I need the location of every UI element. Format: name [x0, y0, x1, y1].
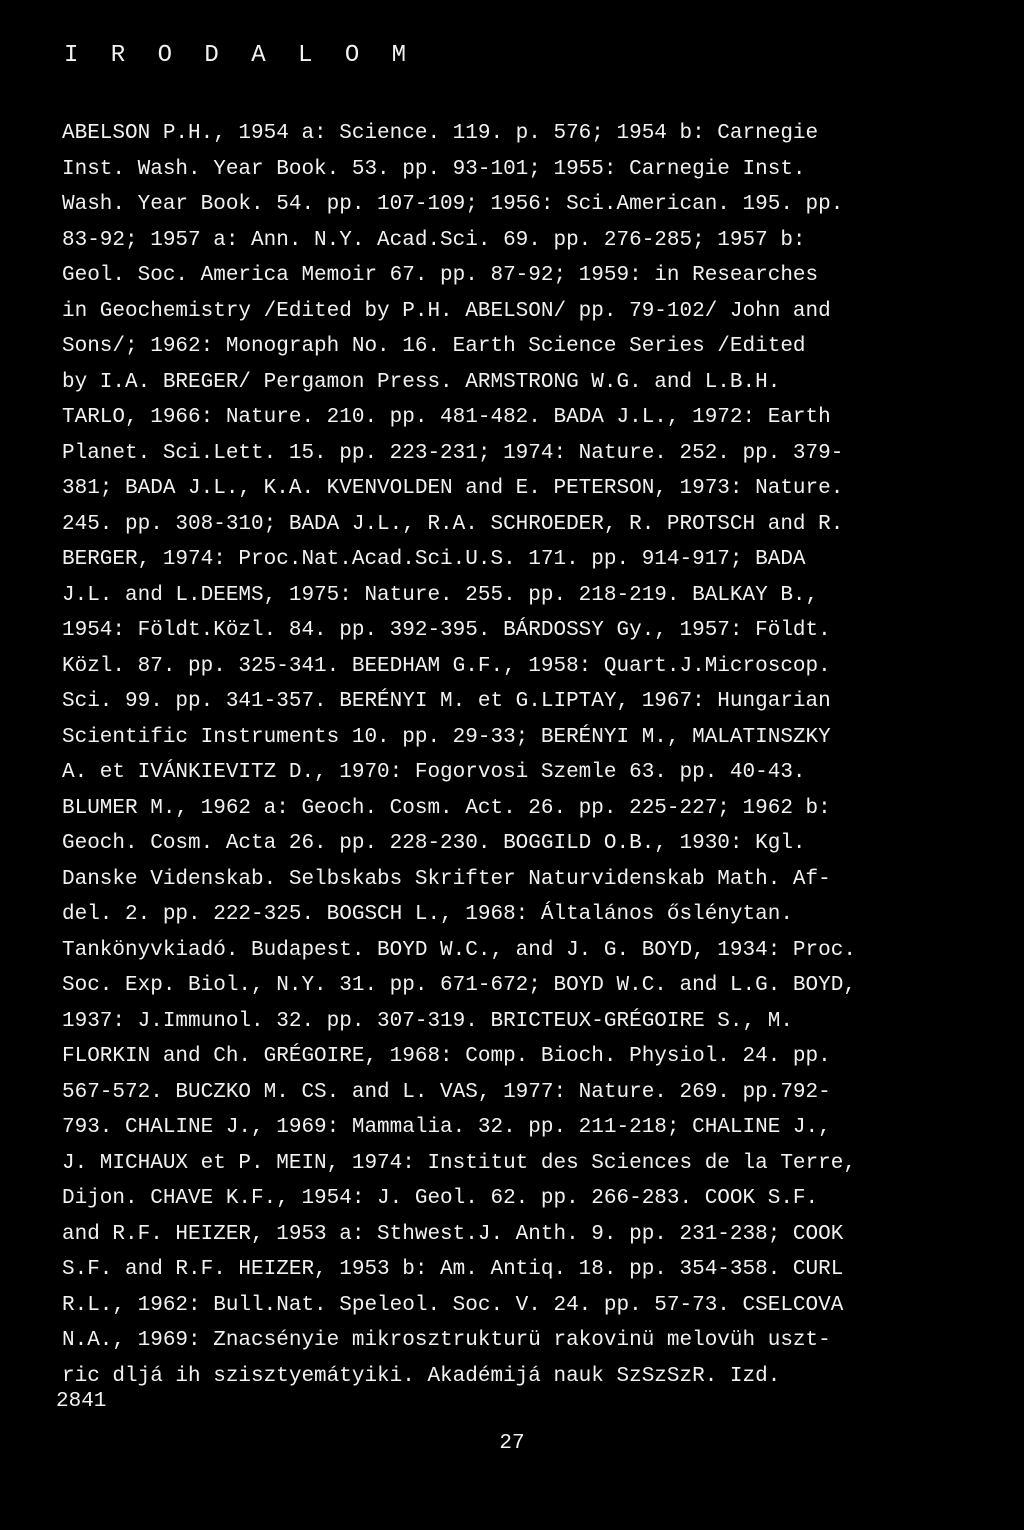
- reference-line: R.L., 1962: Bull.Nat. Speleol. Soc. V. 24. pp. 57-73. CSELCOVA: [62, 1293, 844, 1317]
- reference-line: J. MICHAUX et P. MEIN, 1974: Institut des Sciences de la Terre,: [62, 1151, 856, 1175]
- reference-line: Scientific Instruments 10. pp. 29-33; BERÉNYI M., MALATINSZKY: [62, 725, 831, 749]
- reference-line: 1937: J.Immunol. 32. pp. 307-319. BRICTEUX-GRÉGOIRE S., M.: [62, 1009, 793, 1033]
- reference-line: 1954: Földt.Közl. 84. pp. 392-395. BÁRDOSSY Gy., 1957: Földt.: [62, 619, 831, 642]
- reference-line: Inst. Wash. Year Book. 53. pp. 93-101; 1955: Carnegie Inst.: [62, 157, 806, 181]
- reference-line: 793. CHALINE J., 1969: Mammalia. 32. pp. 211-218; CHALINE J.,: [62, 1116, 831, 1139]
- document-code: 2841: [56, 1390, 107, 1413]
- reference-line: S.F. and R.F. HEIZER, 1953 b: Am. Antiq. 18. pp. 354-358. CURL: [62, 1258, 844, 1281]
- reference-line: Geol. Soc. America Memoir 67. pp. 87-92; 1959: in Researches: [62, 264, 819, 287]
- page-number: 27: [499, 1432, 525, 1455]
- reference-line: Geoch. Cosm. Acta 26. pp. 228-230. BOGGILD O.B., 1930: Kgl.: [62, 832, 806, 855]
- reference-line: Danske Videnskab. Selbskabs Skrifter Naturvidenskab Math. Af-: [62, 867, 831, 891]
- reference-line: by I.A. BREGER/ Pergamon Press. ARMSTRONG W.G. and L.B.H.: [62, 370, 781, 394]
- reference-line: in Geochemistry /Edited by P.H. ABELSON/ pp. 79-102/ John and: [62, 299, 831, 323]
- reference-line: Dijon. CHAVE K.F., 1954: J. Geol. 62. pp. 266-283. COOK S.F.: [62, 1187, 819, 1210]
- reference-line: J.L. and L.DEEMS, 1975: Nature. 255. pp. 218-219. BALKAY B.,: [62, 583, 819, 607]
- reference-line: Planet. Sci.Lett. 15. pp. 223-231; 1974: Nature. 252. pp. 379-: [62, 441, 844, 465]
- reference-line: BLUMER M., 1962 a: Geoch. Cosm. Act. 26. pp. 225-227; 1962 b:: [62, 796, 831, 820]
- reference-line: ABELSON P.H., 1954 a: Science. 119. p. 576; 1954 b: Carnegie: [62, 122, 819, 145]
- reference-line: Wash. Year Book. 54. pp. 107-109; 1956: Sci.American. 195. pp.: [62, 193, 844, 216]
- reference-line: A. et IVÁNKIEVITZ D., 1970: Fogorvosi Szemle 63. pp. 40-43.: [62, 761, 806, 784]
- reference-line: ric dljá ih szisztyemátyiki. Akadémijá nauk SzSzSzR. Izd.: [62, 1364, 781, 1388]
- reference-line: BERGER, 1974: Proc.Nat.Acad.Sci.U.S. 171. pp. 914-917; BADA: [62, 548, 806, 571]
- reference-line: TARLO, 1966: Nature. 210. pp. 481-482. BADA J.L., 1972: Earth: [62, 406, 831, 429]
- reference-line: 245. pp. 308-310; BADA J.L., R.A. SCHROEDER, R. PROTSCH and R.: [62, 512, 844, 536]
- reference-list: [62, 116, 972, 1394]
- reference-line: Tankönyvkiadó. Budapest. BOYD W.C., and J. G. BOYD, 1934: Proc.: [62, 938, 856, 962]
- reference-line: Sons/; 1962: Monograph No. 16. Earth Science Series /Edited: [62, 335, 806, 358]
- reference-line: del. 2. pp. 222-325. BOGSCH L., 1968: Általános őslénytan.: [62, 903, 793, 926]
- reference-line: 83-92; 1957 a: Ann. N.Y. Acad.Sci. 69. pp. 276-285; 1957 b:: [62, 228, 806, 252]
- reference-line: and R.F. HEIZER, 1953 a: Sthwest.J. Anth. 9. pp. 231-238; COOK: [62, 1222, 844, 1246]
- reference-line: 381; BADA J.L., K.A. KVENVOLDEN and E. PETERSON, 1973: Nature.: [62, 477, 844, 500]
- page-title: I R O D A L O M: [64, 42, 416, 69]
- reference-line: 567-572. BUCZKO M. CS. and L. VAS, 1977: Nature. 269. pp.792-: [62, 1080, 831, 1104]
- reference-line: Soc. Exp. Biol., N.Y. 31. pp. 671-672; BOYD W.C. and L.G. BOYD,: [62, 974, 856, 997]
- reference-line: N.A., 1969: Znacsényie mikrosztrukturü rakovinü melovüh uszt-: [62, 1329, 831, 1352]
- reference-line: Sci. 99. pp. 341-357. BERÉNYI M. et G.LIPTAY, 1967: Hungarian: [62, 690, 831, 713]
- reference-line: Közl. 87. pp. 325-341. BEEDHAM G.F., 1958: Quart.J.Microscop.: [62, 654, 831, 678]
- reference-line: FLORKIN and Ch. GRÉGOIRE, 1968: Comp. Bioch. Physiol. 24. pp.: [62, 1045, 831, 1068]
